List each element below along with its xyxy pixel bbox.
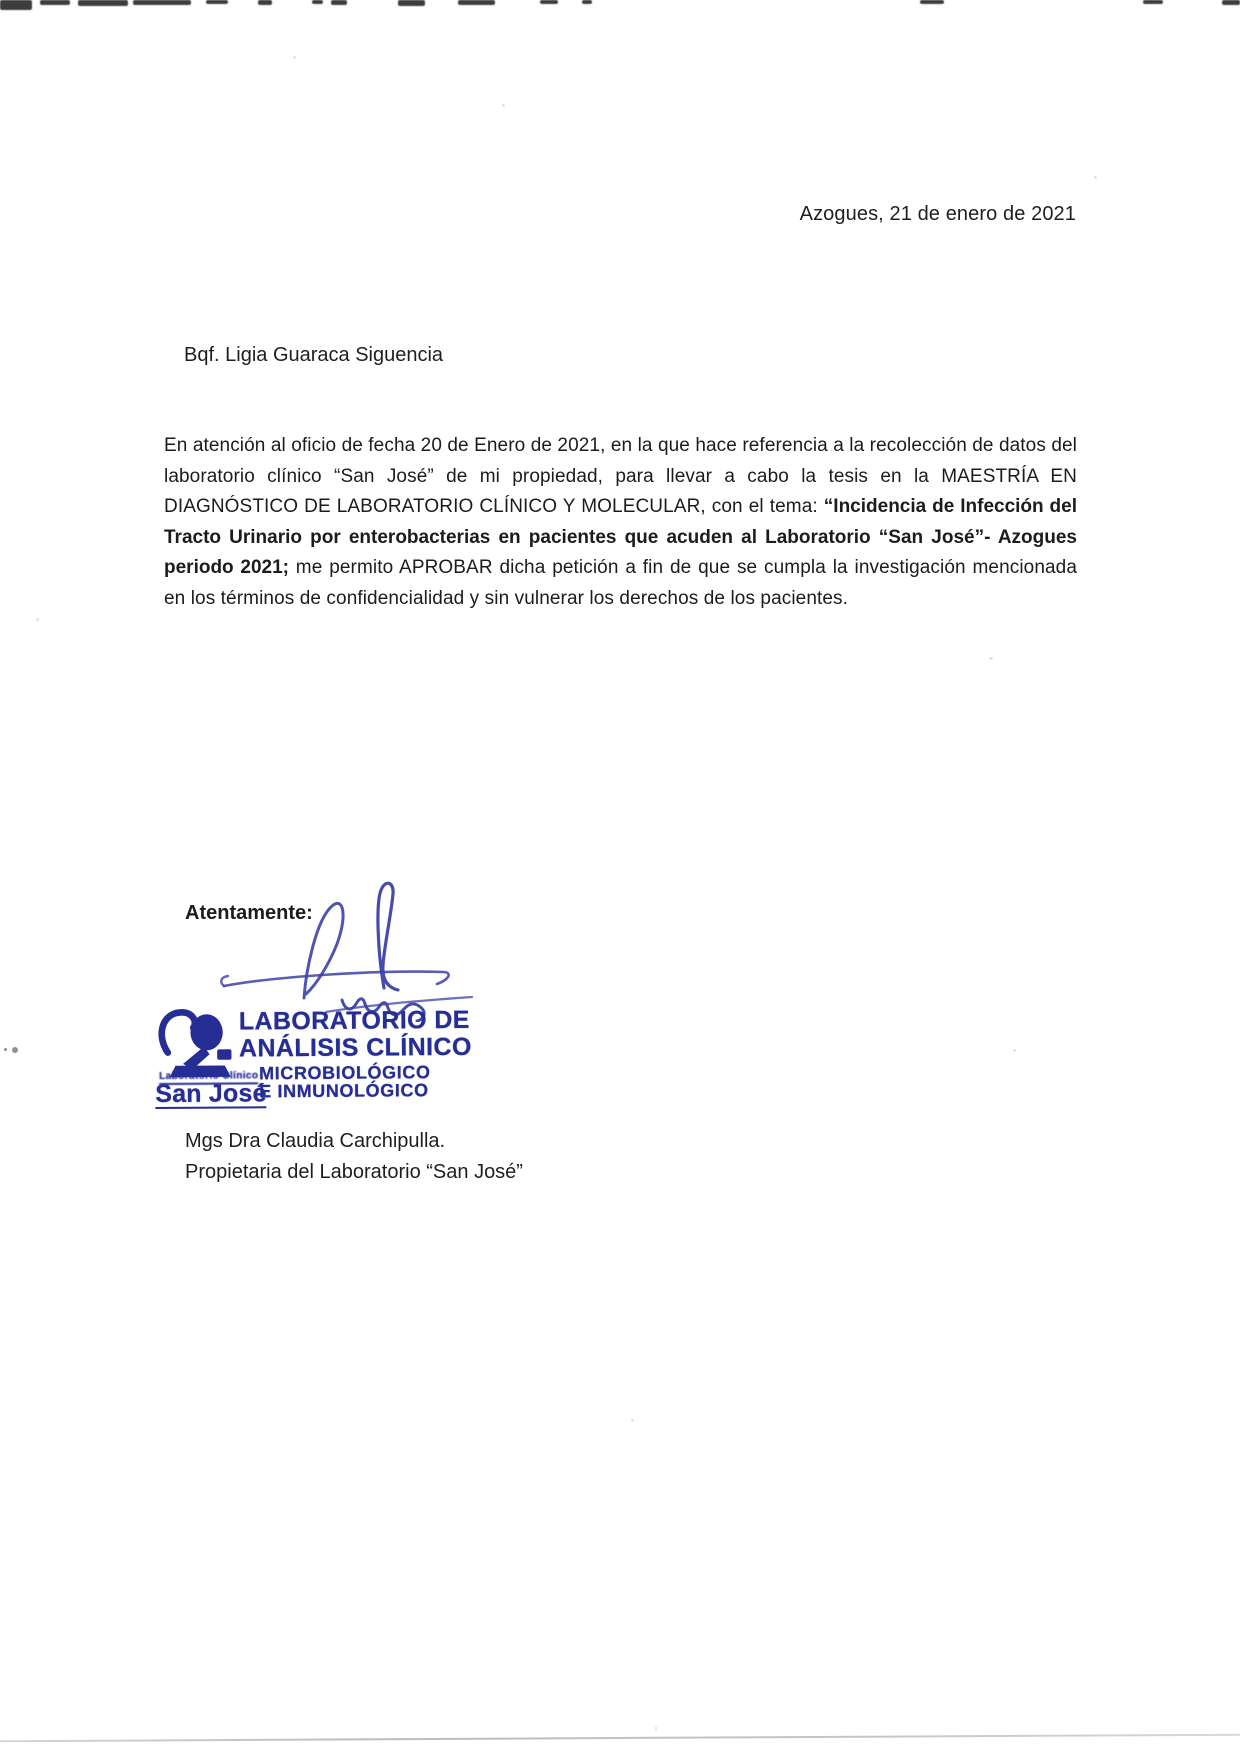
- scan-smudge: [0, 0, 32, 10]
- body-tail-text: me permito APROBAR dicha petición a fin de que se cumpla la investigación mencionada en los términos de confidencialidad y sin vulnerar los derechos de los pacientes.: [164, 557, 1077, 609]
- stamp-title-line1: LABORATORIO DE: [238, 1005, 470, 1036]
- dust-speck: [1013, 1049, 1016, 1052]
- stamp-title: [239, 1007, 472, 1063]
- dust-speck: [655, 1726, 657, 1731]
- body-paragraph: [164, 431, 1077, 614]
- scan-smudge: [133, 0, 191, 5]
- scan-smudge: [458, 0, 495, 5]
- scan-smudge: [331, 0, 347, 5]
- dust-speck: [293, 56, 296, 59]
- signer-title: Propietaria del Laboratorio “San José”: [185, 1161, 523, 1183]
- stamp-subtitle-line2: E INMUNOLÓGICO: [259, 1080, 429, 1102]
- closing-salutation: Atentamente:: [185, 902, 313, 924]
- edge-mark: [12, 1047, 18, 1053]
- scan-smudge: [920, 0, 944, 4]
- dust-speck: [1094, 176, 1097, 179]
- scan-smudge: [1222, 0, 1240, 5]
- scan-smudge: [40, 0, 70, 5]
- scan-smudge: [540, 0, 558, 4]
- stamp-small-label: Laboratorio Clínico: [159, 1070, 258, 1085]
- stamp-subtitle-line1: MICROBIOLÓGICO: [259, 1062, 431, 1084]
- scan-smudge: [398, 0, 425, 6]
- scan-smudge: [582, 0, 592, 4]
- dust-speck: [989, 657, 993, 660]
- laboratory-stamp: [147, 997, 472, 1113]
- date-line: Azogues, 21 de enero de 2021: [799, 203, 1076, 225]
- stamp-subtitle: [259, 1063, 431, 1100]
- dust-speck: [502, 104, 505, 107]
- edge-mark: [4, 1048, 7, 1051]
- stamp-title-line2: ANÁLISIS CLÍNICO: [238, 1032, 472, 1063]
- stamp-brand-name: San José: [155, 1079, 267, 1109]
- recipient-line: Bqf. Ligia Guaraca Siguencia: [184, 344, 444, 366]
- dust-speck: [36, 618, 39, 621]
- body-lead-text: En atención al oficio de fecha 20 de Enero de 2021, en la que hace referencia a la recolección de datos del laboratorio clínico “San José” de mi propiedad, para llevar a cabo la tesis en la MAESTRÍA EN DIAGNÓSTICO DE LABORATORIO CLÍNICO Y MOLECULAR, con el tema:: [164, 435, 1077, 517]
- scan-smudge: [1143, 0, 1163, 4]
- thesis-title-bold: “Incidencia de Infección del Tracto Urinario por enterobacterias en pacientes que acuden al Laboratorio “San José”- Azogues periodo 2021;: [164, 496, 1078, 578]
- scan-smudge: [312, 0, 323, 4]
- scan-smudge: [78, 0, 128, 6]
- signer-name: Mgs Dra Claudia Carchipulla.: [185, 1130, 446, 1152]
- scan-smudge: [206, 0, 228, 4]
- dust-speck: [631, 1419, 634, 1422]
- page-bottom-scan-edge: [0, 1734, 1240, 1743]
- scan-smudge: [258, 0, 272, 5]
